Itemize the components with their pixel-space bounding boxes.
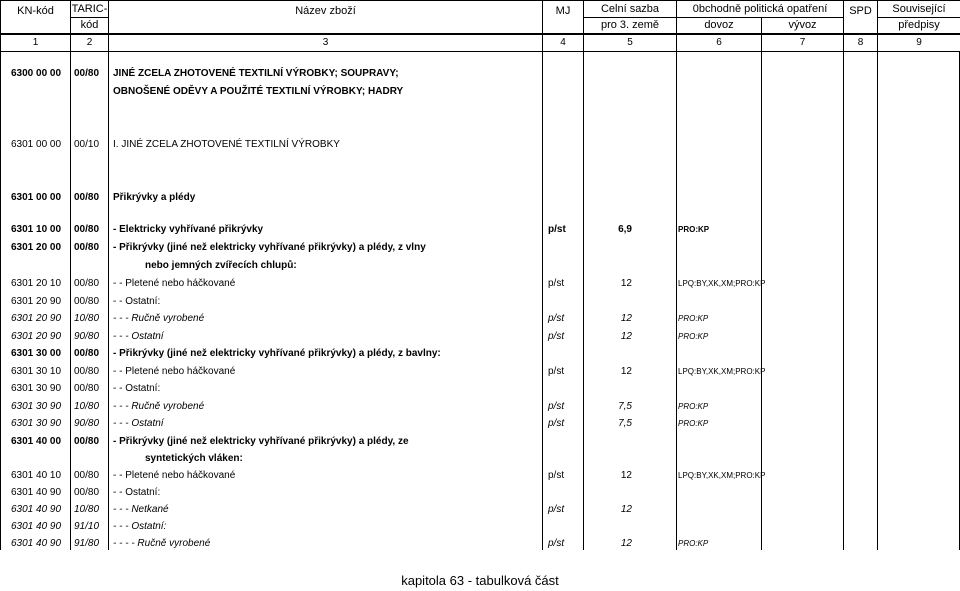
- kn-code-cell: 6301 00 00: [11, 139, 62, 150]
- header-policy: 0bchodně politická opatření: [677, 1, 844, 18]
- column-number: 1: [1, 35, 71, 52]
- kn-code-cell: 6301 40 00: [11, 436, 62, 447]
- header-name: Název zboží: [109, 1, 543, 34]
- description-cell: - Přikrývky (jiné než elektricky vyhřívané přikrývky) a plédy, ze: [113, 436, 409, 447]
- taric-code-cell: 91/80: [74, 538, 100, 549]
- table-row: [0, 485, 960, 501]
- table-row: [0, 346, 960, 362]
- kn-code-cell: 6301 40 90: [11, 538, 62, 549]
- column-number: 3: [109, 35, 543, 52]
- description-cell: - - - Ručně vyrobené: [113, 401, 205, 412]
- description-cell: - - - Ostatní: [113, 331, 164, 342]
- kn-code-cell: 6301 40 10: [11, 470, 62, 481]
- unit-cell: p/st: [548, 470, 565, 481]
- taric-code-cell: 00/80: [74, 242, 100, 253]
- description-cell: - - Pletené nebo háčkované: [113, 366, 236, 377]
- duty-rate-cell: 12: [620, 538, 632, 549]
- table-row: [0, 451, 960, 467]
- description-cell: - - - - Ručně vyrobené: [113, 538, 211, 549]
- column-number: 7: [762, 35, 844, 52]
- description-cell: - - - Netkané: [113, 504, 169, 515]
- header-taric-bottom: kód: [71, 17, 109, 34]
- column-number: 9: [878, 35, 960, 52]
- table-row: [0, 84, 960, 100]
- kn-code-cell: 6301 30 90: [11, 401, 62, 412]
- duty-rate-cell: 12: [620, 313, 632, 324]
- header-spd: SPD: [844, 1, 878, 34]
- header-taric-top: TARIC-: [71, 1, 109, 18]
- taric-code-cell: 10/80: [74, 313, 100, 324]
- import-measure-cell: LPQ:BY,XK,XM;PRO:KP: [678, 471, 766, 480]
- table-row: [0, 381, 960, 397]
- taric-code-cell: 00/80: [74, 348, 100, 359]
- taric-code-cell: 10/80: [74, 504, 100, 515]
- description-cell: JINÉ ZCELA ZHOTOVENÉ TEXTILNÍ VÝROBKY; SOUPRAVY;: [113, 68, 399, 79]
- table-row: [0, 137, 960, 153]
- unit-cell: p/st: [548, 538, 565, 549]
- table-row: [0, 416, 960, 432]
- taric-code-cell: 00/80: [74, 487, 100, 498]
- taric-code-cell: 00/80: [74, 470, 100, 481]
- description-cell: - - Pletené nebo háčkované: [113, 470, 236, 481]
- unit-cell: p/st: [548, 313, 565, 324]
- kn-code-cell: 6301 30 90: [11, 418, 62, 429]
- unit-cell: p/st: [548, 504, 565, 515]
- kn-code-cell: 6301 30 00: [11, 348, 62, 359]
- kn-code-cell: 6301 20 90: [11, 296, 62, 307]
- description-cell: I. JINÉ ZCELA ZHOTOVENÉ TEXTILNÍ VÝROBKY: [113, 139, 340, 150]
- unit-cell: p/st: [548, 331, 565, 342]
- kn-code-cell: 6301 10 00: [11, 224, 62, 235]
- taric-code-cell: 91/10: [74, 521, 100, 532]
- table-row: [0, 434, 960, 450]
- import-measure-cell: PRO:KP: [678, 225, 710, 234]
- column-number: 8: [844, 35, 878, 52]
- taric-code-cell: 90/80: [74, 331, 100, 342]
- kn-code-cell: 6301 20 00: [11, 242, 62, 253]
- import-measure-cell: LPQ:BY,XK,XM;PRO:KP: [678, 367, 766, 376]
- kn-code-cell: 6301 20 90: [11, 313, 62, 324]
- header-kn-code: KN-kód: [1, 1, 71, 34]
- unit-cell: p/st: [548, 278, 565, 289]
- table-row: [0, 222, 960, 238]
- kn-code-cell: 6301 20 90: [11, 331, 62, 342]
- description-cell: syntetických vláken:: [145, 453, 243, 464]
- taric-code-cell: 00/80: [74, 68, 100, 79]
- duty-rate-cell: 12: [620, 470, 632, 481]
- description-cell: - - Ostatní:: [113, 487, 161, 498]
- kn-code-cell: 6301 40 90: [11, 487, 62, 498]
- kn-code-cell: 6300 00 00: [11, 68, 62, 79]
- duty-rate-cell: 7,5: [618, 418, 632, 429]
- table-row: [0, 294, 960, 310]
- table-row: [0, 311, 960, 327]
- header-related-top: Související: [878, 1, 960, 18]
- column-number-row: [0, 34, 960, 52]
- header-related-bottom: předpisy: [878, 17, 960, 34]
- table-row: [0, 190, 960, 206]
- unit-cell: p/st: [548, 401, 565, 412]
- description-cell: - - - Ostatní: [113, 418, 164, 429]
- import-measure-cell: PRO:KP: [678, 332, 709, 341]
- taric-code-cell: 00/80: [74, 366, 100, 377]
- table-row: [0, 502, 960, 518]
- unit-cell: p/st: [548, 366, 565, 377]
- taric-code-cell: 00/80: [74, 192, 100, 203]
- taric-code-cell: 00/80: [74, 296, 100, 307]
- description-cell: Přikrývky a plédy: [113, 192, 196, 203]
- duty-rate-cell: 12: [620, 278, 632, 289]
- taric-code-cell: 00/80: [74, 383, 100, 394]
- description-cell: - - - Ostatní:: [113, 521, 167, 532]
- header-duty-top: Celní sazba: [584, 1, 677, 18]
- kn-code-cell: 6301 40 90: [11, 504, 62, 515]
- import-measure-cell: LPQ:BY,XK,XM;PRO:KP: [678, 279, 766, 288]
- kn-code-cell: 6301 30 90: [11, 383, 62, 394]
- description-cell: - Elektricky vyhřívané přikrývky: [113, 224, 264, 235]
- table-row: [0, 536, 960, 552]
- import-measure-cell: PRO:KP: [678, 419, 709, 428]
- duty-rate-cell: 6,9: [618, 224, 632, 235]
- header-duty-bottom: pro 3. země: [584, 17, 677, 34]
- header-unit: MJ: [543, 1, 584, 34]
- description-cell: OBNOŠENÉ ODĚVY A POUŽITÉ TEXTILNÍ VÝROBKY; HADRY: [113, 86, 404, 97]
- description-cell: - - Ostatní:: [113, 383, 161, 394]
- description-cell: - Přikrývky (jiné než elektricky vyhřívané přikrývky) a plédy, z vlny: [113, 242, 426, 253]
- import-measure-cell: PRO:KP: [678, 539, 709, 548]
- table-row: [0, 258, 960, 274]
- taric-code-cell: 10/80: [74, 401, 100, 412]
- taric-code-cell: 00/80: [74, 436, 100, 447]
- table-row: [0, 276, 960, 292]
- taric-code-cell: 00/10: [74, 139, 100, 150]
- table-row: [0, 240, 960, 256]
- taric-code-cell: 00/80: [74, 224, 100, 235]
- taric-code-cell: 00/80: [74, 278, 100, 289]
- header-export: vývoz: [762, 17, 844, 34]
- unit-cell: p/st: [548, 224, 566, 235]
- column-number: 4: [543, 35, 584, 52]
- kn-code-cell: 6301 20 10: [11, 278, 62, 289]
- unit-cell: p/st: [548, 418, 565, 429]
- duty-rate-cell: 12: [620, 366, 632, 377]
- duty-rate-cell: 12: [620, 331, 632, 342]
- column-number: 6: [677, 35, 762, 52]
- page-footer: kapitola 63 - tabulková část: [401, 573, 559, 588]
- header-import: dovoz: [677, 17, 762, 34]
- column-number: 5: [584, 35, 677, 52]
- kn-code-cell: 6301 40 90: [11, 521, 62, 532]
- table-row: [0, 468, 960, 484]
- table-row: [0, 329, 960, 345]
- column-number: 2: [71, 35, 109, 52]
- description-cell: - - Pletené nebo háčkované: [113, 278, 236, 289]
- description-cell: - Přikrývky (jiné než elektricky vyhřívané přikrývky) a plédy, z bavlny:: [113, 348, 441, 359]
- table-row: [0, 364, 960, 380]
- import-measure-cell: PRO:KP: [678, 402, 709, 411]
- taric-code-cell: 90/80: [74, 418, 100, 429]
- description-cell: nebo jemných zvířecích chlupů:: [145, 260, 297, 271]
- table-header: [0, 0, 960, 34]
- duty-rate-cell: 12: [620, 504, 632, 515]
- duty-rate-cell: 7,5: [618, 401, 632, 412]
- table-row: [0, 66, 960, 82]
- description-cell: - - - Ručně vyrobené: [113, 313, 205, 324]
- kn-code-cell: 6301 00 00: [11, 192, 62, 203]
- kn-code-cell: 6301 30 10: [11, 366, 62, 377]
- description-cell: - - Ostatní:: [113, 296, 161, 307]
- import-measure-cell: PRO:KP: [678, 314, 709, 323]
- table-row: [0, 519, 960, 535]
- table-row: [0, 399, 960, 415]
